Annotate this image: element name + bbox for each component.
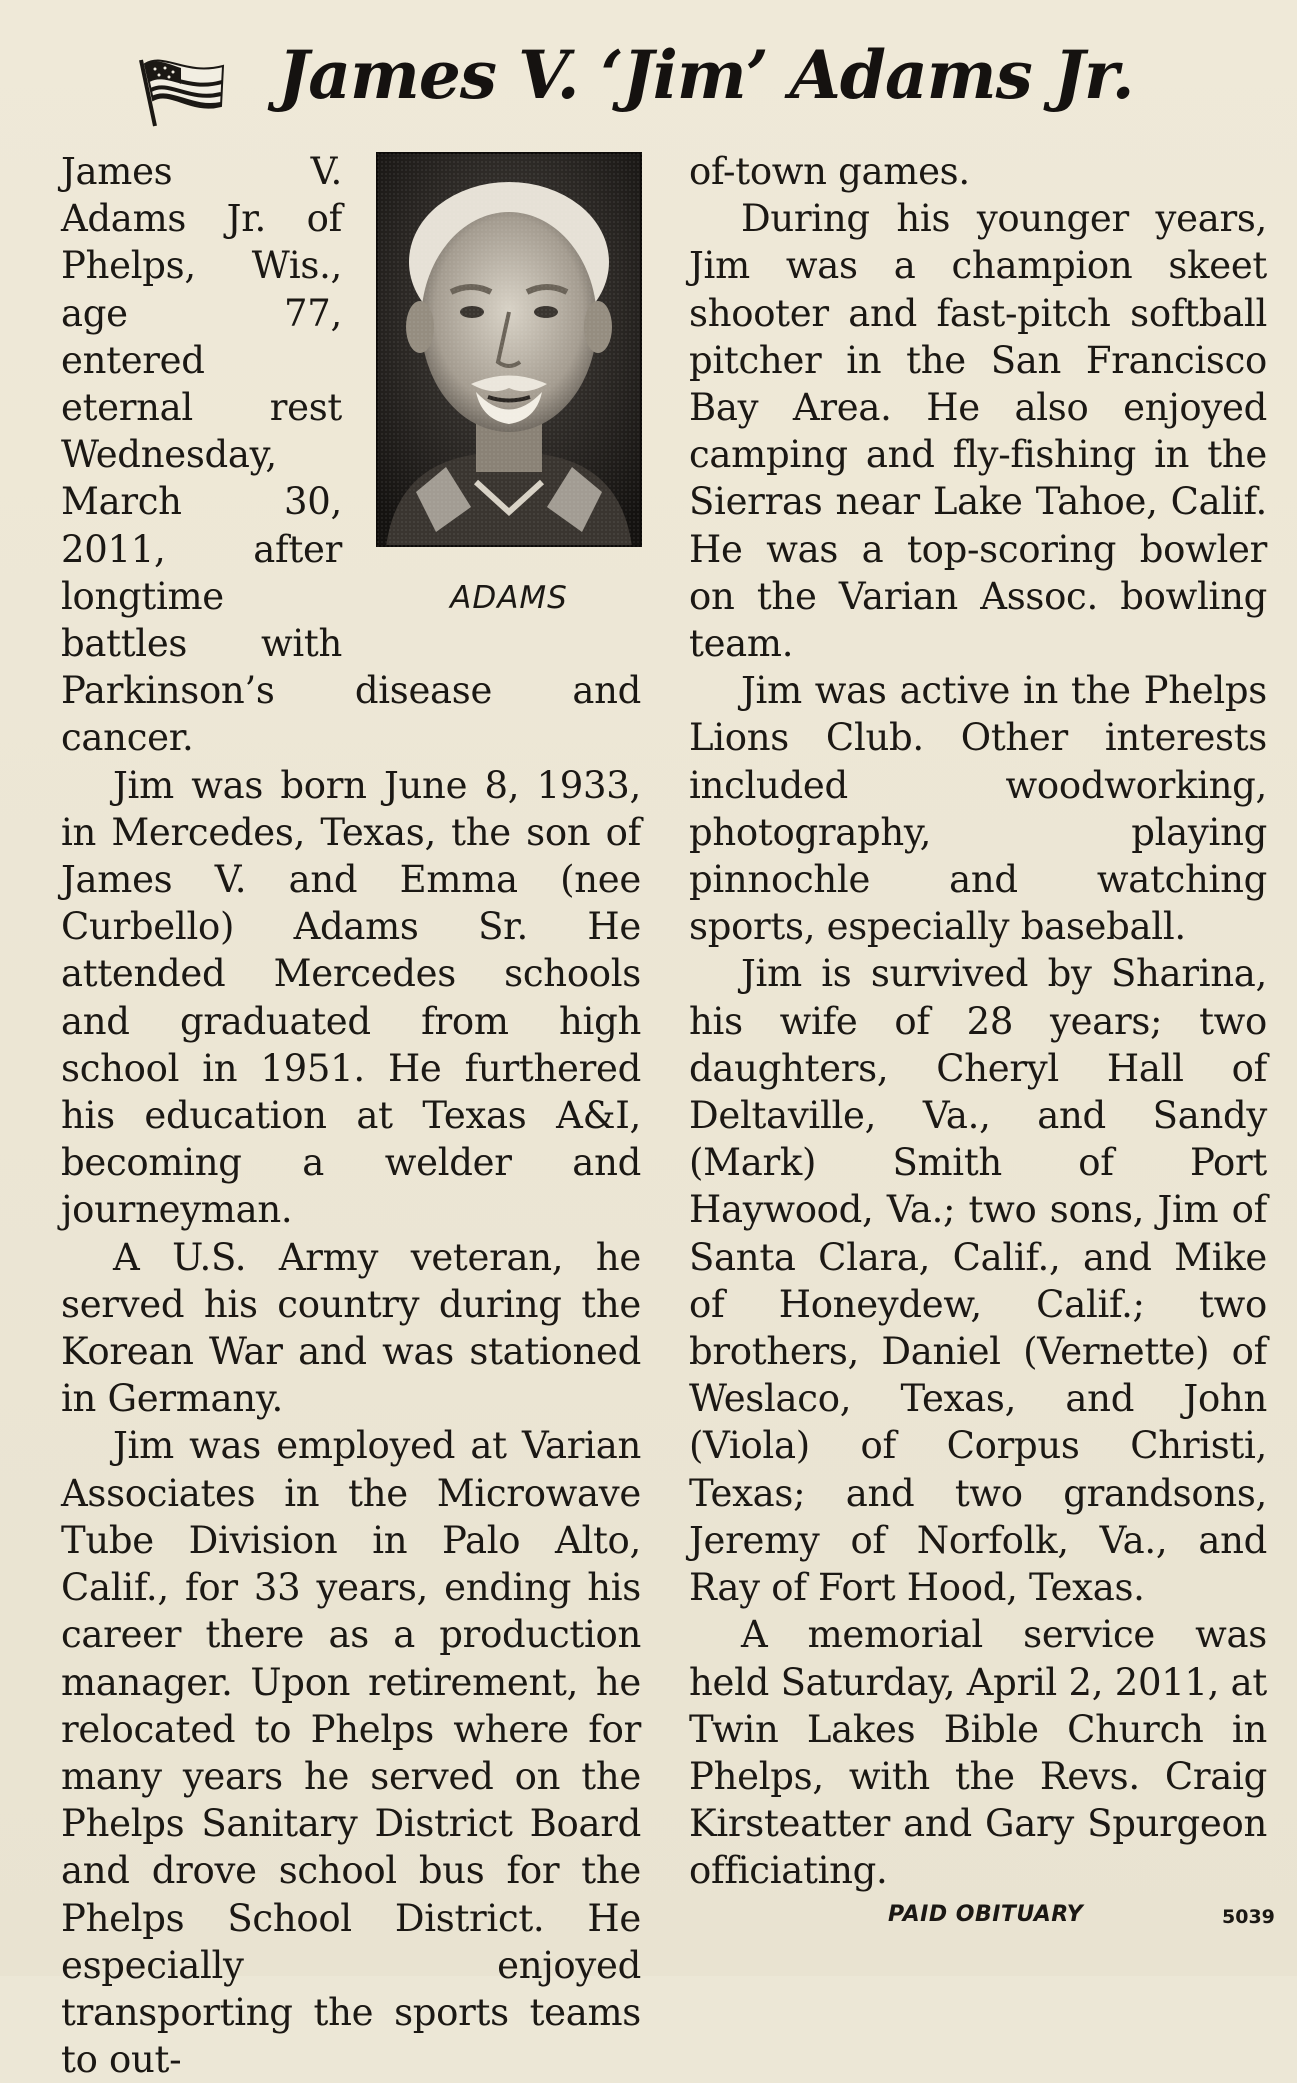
paragraph: A memorial service was held Saturday, April 2, 2011, at Twin Lakes Bible Church in Phelps, with the Revs. Craig Kirsteatter and Gary Spurgeon officiating. bbox=[689, 1613, 1267, 1893]
obituary-title: James V. ‘Jim’ Adams Jr. bbox=[278, 36, 1134, 114]
left-column bbox=[61, 148, 641, 2083]
photo-caption: ADAMS bbox=[450, 580, 568, 616]
paragraph: During his younger years, Jim was a champion skeet shooter and fast-pitch softball pitcher in the San Francisco Bay Area. He also enjoyed camping and fly-fishing in the Sierras near Lake Tahoe, Calif. He was a top-scoring bowler on the Varian Assoc. bowling team. bbox=[689, 197, 1267, 666]
paragraph: James V. Adams Jr. of Phelps, Wis., age 77, entered eternal rest Wednesday, March 30, 2011, after longtime battles with Parkinson’s disease and cancer. bbox=[61, 150, 641, 760]
paragraph: Jim was active in the Phelps Lions Club. Other interests included woodworking, photography, playing pinnochle and watching sports, especially baseball. bbox=[689, 669, 1267, 949]
paragraph: Jim was born June 8, 1933, in Mercedes, Texas, the son of James V. and Emma (nee Curbello) Adams Sr. He attended Mercedes schools and graduated from high school in 1951. He furthered his education at Texas A&I, becoming a welder and journeyman. bbox=[61, 763, 641, 1232]
ad-number: 5039 bbox=[1222, 1906, 1275, 1928]
paragraph: of-town games. bbox=[689, 150, 970, 193]
header bbox=[0, 30, 1297, 130]
paid-obituary-label: PAID OBITUARY bbox=[888, 1902, 1084, 1927]
paragraph: Jim is survived by Sharina, his wife of 28 years; two daughters, Cheryl Hall of Deltaville, Va., and Sandy (Mark) Smith of Port Haywood, Va.; two sons, Jim of Santa Clara, Calif., and Mike of Honeydew, Calif.; two brothers, Daniel (Vernette) of Weslaco, Texas, and John (Viola) of Corpus Christi, Texas; and two grandsons, Jeremy of Norfolk, Va., and Ray of Fort Hood, Texas. bbox=[689, 952, 1267, 1610]
paragraph: A U.S. Army veteran, he served his country during the Korean War and was stationed in Germany. bbox=[61, 1235, 641, 1421]
paragraph: Jim was employed at Varian Associates in the Microwave Tube Division in Palo Alto, Calif., for 33 years, ending his career there as a production manager. Upon retirement, he relocated to Phelps where for many years he served on the Phelps Sanitary District Board and drove school bus for the Phelps School District. He especially enjoyed transporting the sports teams to out- bbox=[61, 1424, 641, 2082]
portrait bbox=[356, 152, 646, 632]
portrait-photo bbox=[376, 152, 642, 547]
right-column bbox=[689, 148, 1267, 1895]
us-flag-icon bbox=[135, 50, 227, 128]
